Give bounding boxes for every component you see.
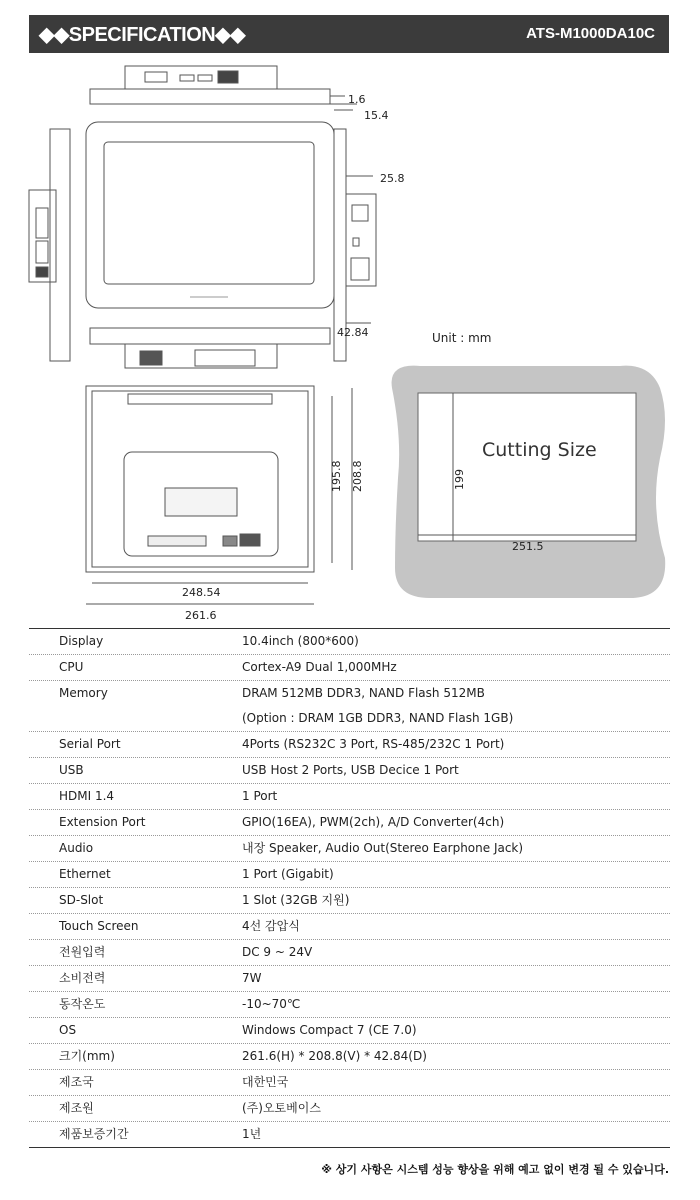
dim-25-8: 25.8: [380, 172, 405, 185]
spec-value: 4선 감압식: [242, 919, 300, 933]
spec-value: (Option : DRAM 1GB DDR3, NAND Flash 1GB): [242, 711, 514, 725]
dim-15-4: 15.4: [364, 109, 389, 122]
spec-row: [29, 810, 670, 836]
front-view-bezel: [86, 122, 334, 308]
spec-row: [29, 1018, 670, 1044]
rear-label: [165, 488, 237, 516]
spec-row: [29, 862, 670, 888]
cutting-height: 199: [453, 469, 466, 490]
top-view-frame: [90, 89, 330, 104]
spec-label: CPU: [59, 660, 84, 674]
model-number: ATS-M1000DA10C: [526, 25, 655, 42]
spec-value: 7W: [242, 971, 262, 985]
spec-value: DC 9 ~ 24V: [242, 945, 313, 959]
spec-label: 전원입력: [59, 945, 106, 959]
spec-row: [29, 758, 670, 784]
spec-value: 4Ports (RS232C 3 Port, RS-485/232C 1 Port): [242, 737, 505, 751]
spec-label: Touch Screen: [59, 919, 139, 933]
bottom-view-frame: [90, 328, 330, 344]
spec-value: Windows Compact 7 (CE 7.0): [242, 1023, 417, 1037]
dim-208-8: 208.8: [351, 460, 364, 492]
spec-value: 1년: [242, 1127, 262, 1141]
spec-row: [29, 940, 670, 966]
spec-label: SD-Slot: [59, 893, 104, 907]
spec-table: [29, 628, 670, 1148]
spec-value: 1 Port (Gigabit): [242, 867, 334, 881]
spec-row: [29, 784, 670, 810]
technical-drawing: [0, 58, 700, 628]
spec-value: DRAM 512MB DDR3, NAND Flash 512MB: [242, 686, 485, 700]
spec-label: 제조국: [59, 1075, 94, 1089]
unit-label: Unit : mm: [432, 331, 492, 345]
spec-label: 제품보증기간: [59, 1127, 129, 1141]
spec-row: [29, 629, 670, 655]
spec-label: 동작온도: [59, 997, 106, 1011]
spec-label: OS: [59, 1023, 77, 1037]
spec-row: [29, 914, 670, 940]
spec-value: 261.6(H) * 208.8(V) * 42.84(D): [242, 1049, 427, 1063]
spec-value: (주)오토베이스: [242, 1101, 321, 1115]
spec-value: 1 Port: [242, 789, 278, 803]
spec-row: [29, 1044, 670, 1070]
dim-248-54: 248.54: [182, 586, 221, 599]
spec-label: USB: [59, 763, 84, 777]
left-side-frame: [50, 129, 70, 361]
spec-label: 크기(mm): [59, 1049, 115, 1063]
footer-note: ※ 상기 사항은 시스템 성능 향상을 위해 예고 없이 변경 될 수 있습니다.: [321, 1163, 669, 1176]
spec-title: ◆◆SPECIFICATION◆◆: [39, 24, 245, 46]
spec-label: 제조원: [59, 1101, 94, 1115]
front-view-screen: [104, 142, 314, 284]
cutting-width: 251.5: [512, 540, 544, 553]
spec-row: [29, 1122, 670, 1147]
spec-value: Cortex-A9 Dual 1,000MHz: [242, 660, 397, 674]
cutting-size-title: Cutting Size: [482, 439, 597, 461]
spec-row: [29, 992, 670, 1018]
spec-value: GPIO(16EA), PWM(2ch), A/D Converter(4ch): [242, 815, 505, 829]
spec-row: [29, 1096, 670, 1122]
spec-row: [29, 681, 670, 706]
spec-value: USB Host 2 Ports, USB Decice 1 Port: [242, 763, 459, 777]
spec-value: 내장 Speaker, Audio Out(Stereo Earphone Jack): [242, 841, 524, 855]
spec-value: 대한민국: [242, 1075, 289, 1089]
spec-label: Extension Port: [59, 815, 146, 829]
spec-row: [29, 732, 670, 758]
dim-1-6: 1.6: [348, 93, 366, 106]
spec-row: [29, 888, 670, 914]
spec-header-bar: [29, 15, 669, 53]
spec-value: 10.4inch (800*600): [242, 634, 359, 648]
spec-label: HDMI 1.4: [59, 789, 115, 803]
spec-row: [29, 1070, 670, 1096]
dim-195-8: 195.8: [330, 460, 343, 492]
spec-value: 1 Slot (32GB 지원): [242, 893, 350, 907]
spec-label: Ethernet: [59, 867, 111, 881]
spec-label: [29, 706, 212, 731]
spec-label: Display: [59, 634, 104, 648]
spec-label: Serial Port: [59, 737, 121, 751]
top-view-body: [125, 66, 277, 89]
spec-row: [29, 706, 670, 732]
spec-row: [29, 966, 670, 992]
spec-row: [29, 655, 670, 681]
cutting-size-rect: [418, 393, 636, 541]
dim-261-6: 261.6: [185, 609, 217, 622]
dim-42-84: 42.84: [337, 326, 369, 339]
spec-label: Memory: [59, 686, 108, 700]
spec-label: Audio: [59, 841, 94, 855]
spec-row: [29, 836, 670, 862]
drawing-svg: [0, 58, 700, 628]
spec-value: -10~70℃: [242, 997, 301, 1011]
spec-label: 소비전력: [59, 971, 106, 985]
